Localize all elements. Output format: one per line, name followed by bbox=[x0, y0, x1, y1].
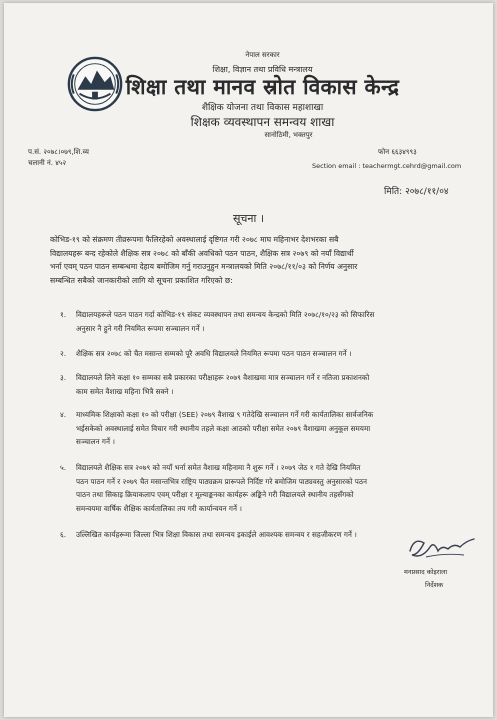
notice-item-2 bbox=[60, 347, 452, 361]
item-line: उल्लिखित कार्यहरूमा जिल्ला भित्र शिक्षा विकास तथा समन्वय इकाईले आवश्यक समन्वय र सहजीकरण गर्ने । bbox=[76, 530, 357, 539]
intro-line: विद्यालयहरू बन्द रहेकोले शैक्षिक सत्र २०७८ को बाँकी अवधिको पठन पाठन, शैक्षिक सत्र २०७९ को नयाँ विद्यार्थी bbox=[50, 248, 354, 258]
item-number: ३. bbox=[60, 373, 67, 382]
item-line: भईसकेको अवस्थालाई समेत विचार गरी स्थानीय तहले कक्षा आठको परीक्षा समेत २०७९ वैशाखमा अनुकूल समयमा bbox=[76, 423, 371, 433]
centre-name: शिक्षा तथा मानव स्रोत विकास केन्द्र bbox=[125, 75, 400, 99]
notice-item-6 bbox=[60, 528, 452, 542]
signatory-designation: निर्देशक bbox=[425, 581, 444, 589]
notice-item-5 bbox=[60, 461, 452, 515]
section-email: Section email : teachermgt.cehrd@gmail.com bbox=[312, 162, 462, 170]
division-name: शैक्षिक योजना तथा विकास महाशाखा bbox=[201, 103, 324, 113]
item-number: ६. bbox=[60, 530, 67, 539]
notice-document bbox=[4, 3, 493, 717]
signatory-name: मनप्रसाद कोइराला bbox=[404, 568, 448, 576]
item-number: ४. bbox=[60, 410, 67, 419]
item-number: १. bbox=[60, 310, 67, 319]
phone-number: फोन ६६३४९९३ bbox=[378, 148, 417, 156]
item-line: माध्यमिक शिक्षाको कक्षा १० को परीक्षा (SEE) २०७९ वैशाख ९ गतेदेखि सञ्चालन गर्ने गरी कार्यतालिका सार्वजनिक bbox=[76, 410, 374, 419]
reference-number: प.सं. २०७८।०७९,शि.व्य bbox=[28, 148, 89, 156]
item-line: विद्यालयले शैक्षिक सत्र २०७९ को नयाँ भर्ना समेत वैशाख महिनामा नै शुरू गर्ने । २०७९ जेठ १ गते देखि नियमित bbox=[76, 463, 361, 472]
section-name: शिक्षक व्यवस्थापन समन्वय शाखा bbox=[190, 115, 335, 129]
item-line: अनुसार नै हुने गरी नियमित रूपमा सञ्चालन गर्ने । bbox=[76, 323, 205, 333]
notice-item-1 bbox=[60, 308, 452, 335]
intro-paragraph bbox=[50, 233, 440, 287]
item-line: विद्यालयले लिने कक्षा १० सम्मका सबै प्रकारका परीक्षाहरू २०७९ वैशाखमा मात्र सञ्चालन गर्ने र नतिजा प्रकाशनको bbox=[76, 373, 370, 382]
item-number: ५. bbox=[60, 463, 67, 472]
notice-item-3 bbox=[60, 371, 452, 398]
item-line: समन्वयमा वार्षिक शैक्षिक कार्यतालिका तय गरी कार्यान्वयन गर्ने । bbox=[76, 503, 242, 513]
item-number: २. bbox=[60, 349, 67, 358]
government-label: नेपाल सरकार bbox=[245, 51, 280, 59]
item-line: काम समेत वैशाख महिना भित्रै सक्ने । bbox=[76, 386, 174, 396]
notice-title: सूचना । bbox=[232, 212, 265, 225]
notice-date: मिति: २०७८/११/०४ bbox=[384, 187, 449, 197]
item-line: शैक्षिक सत्र २०७८ को चैत मसान्त सम्मको पूरै अवधि विद्यालयले नियमित रूपमा पठन पाठन सञ्चालन गर्ने । bbox=[76, 349, 352, 358]
notice-item-4 bbox=[60, 408, 452, 449]
item-line: सञ्चालन गर्ने । bbox=[76, 437, 115, 446]
intro-line: कोभिड-१९ को संक्रमण तीव्ररूपमा फैलिरहेको अवस्थालाई दृष्टिगत गरी २०७८ माघ महिनाभर देशभरका सबै bbox=[50, 235, 339, 244]
item-line: विद्यालयहरूले पठन पाठन गर्दा कोभिड-१९ संकट व्यवस्थापन तथा समन्वय केन्द्रको मिति २०७८/१०/२३ को सिफारिस bbox=[76, 310, 375, 319]
item-line: पठन पाठन गर्ने र २०७९ चैत मसान्तभित्र राष्ट्रिय पाठ्यक्रम प्रारूपले निर्दिष्ट गरे बमोजिम पाठ्यवस्तु अनुसारको पठन bbox=[76, 476, 368, 486]
intro-line: सम्बन्धित सबैको जानकारीको लागि यो सूचना प्रकाशित गरिएको छ: bbox=[50, 275, 233, 285]
handwritten-signature bbox=[404, 533, 478, 563]
office-address: सानोठिमी, भक्तपुर bbox=[264, 131, 313, 139]
intro-line: भर्ना एवम् पठन पाठन सम्बन्धमा देहाय बमोजिम गर्नु गराउनुहुन मन्त्रालयको मिति २०७८/११/०३ को निर्णय अनुसार bbox=[50, 262, 358, 271]
dispatch-number: चलानी नं. ४५२ bbox=[28, 159, 67, 167]
item-line: पाठन तथा सिकाइ क्रियाकलाप एवम् परीक्षा र मूल्याङ्कनका कार्यहरू अङ्किने गरी विद्यालयले स्थानीय तहसँगको bbox=[76, 490, 354, 499]
ministry-name: शिक्षा, विज्ञान तथा प्रविधि मन्त्रालय bbox=[212, 65, 313, 74]
